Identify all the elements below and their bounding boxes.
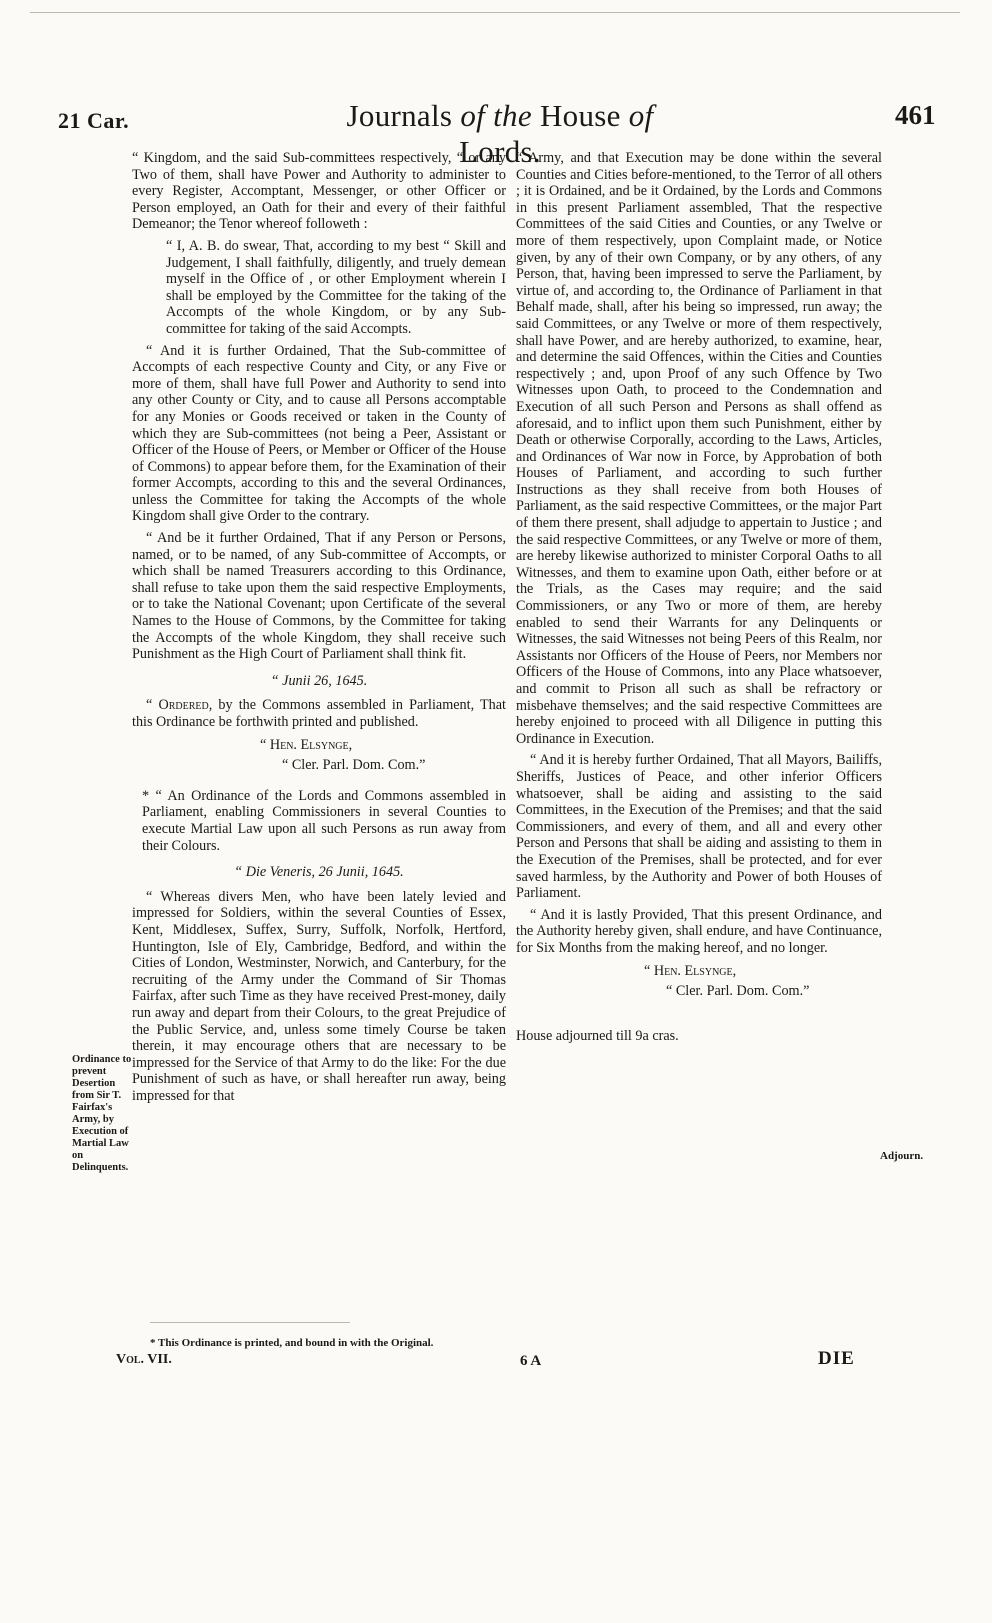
paragraph-refusal: “ And be it further Ordained, That if any Person or Persons, named, or to be named, of any Sub-committee of Accompts, or which shall be named Treasurers according to this Ordinance, shall refuse to take upon them the said respective Employments, or to take the National Covenant; upon Certificate of the several Names to the House of Commons, by the Committee for taking the Accompts of the whole Kingdom, they shall receive such Punishment as the High Court of Parliament shall think fit.	[132, 530, 506, 663]
clerk-name-2: “ Hen. Elsynge,	[644, 962, 737, 979]
paragraph-whereas: “ Whereas divers Men, who have been lately levied and impressed for Soldiers, within the several Counties of Essex, Kent, Middlesex, Suffex, Surry, Suffolk, Norfolk, Hertford, Huntington, Isle of Ely, Cambridge, Bedford, and within the Cities of London, Westminster, Norwich, and Canterbury, for the recruiting of the Army under the Command of Sir Thomas Fairfax, after such Time as they have received Prest-money, daily run away and depart from their Colours, to the great Prejudice of the Public Service, and, unless some timely Course be taken therein, it may encourage others that are necessary to be impressed for the Service of that Army to do the like: For the due Punishment of such as have, or shall hereafter run away, being impressed for that	[132, 888, 506, 1104]
ordered-paragraph: “ Ordered, by the Commons assembled in Parliament, That this Ordinance be forthwith printed and published.	[132, 697, 507, 730]
margin-note-ordinance: Ordinance to prevent Desertion from Sir T. Fairfax's Army, by Execution of Martial Law on Delinquents.	[72, 1054, 132, 1173]
paragraph-oath-intro: “ Kingdom, and the said Sub-committees respectively, “ or any Two of them, shall have Power and Authority to administer to every Register, Accomptant, Messenger, or other Officer or Person employed, an Oath for their and every of their faithful Demeanor; the Tenor whereof followeth :	[132, 150, 506, 233]
clerk-title-2: “ Cler. Parl. Dom. Com.”	[666, 983, 810, 1000]
footnote: * This Ordinance is printed, and bound in with the Original.	[150, 1337, 434, 1349]
paragraph-mayors: “ And it is hereby further Ordained, That all Mayors, Bailiffs, Sheriffs, Justices of Peace, and other inferior Officers whatsoever, shall be aiding and assisting to the said Committees, in the Execution of the Premises; and that the said Commissioners, and every of them, and all and every other Person and Persons that shall be aiding and assisting to them in the Execution of the Premises, shall be protected, and for ever saved harmless, by the Authority and Power of both Houses of Parliament.	[516, 752, 882, 902]
footnote-rule	[150, 1322, 350, 1323]
title-lords: Lords.	[459, 134, 541, 169]
ordered-text: by the Commons assembled in Parliament, That this Ordinance be forthwith printed and published.	[132, 697, 507, 730]
top-rule	[30, 12, 960, 13]
clerk-title-1: “ Cler. Parl. Dom. Com.”	[282, 757, 426, 774]
left-column	[132, 150, 506, 1109]
right-column	[516, 150, 882, 1049]
paragraph-sub-committee: “ And it is further Ordained, That the Sub-committee of Accompts of each respective County and City, or any Five or more of them, shall have full Power and Authority to send into any other County or City, and to cause all Persons accomptable for any Monies or Goods received or taken in the County of which they are Sub-committees (not being a Peer, Assistant or Officer of the House of Peers, or Member or Officer of the House of Commons) to appear before them, for the Examination of their former Accompts, according to this and the several Ordinances, unless the Committee for taking the Accompts of the whole Kingdom shall give Order to the contrary.	[132, 342, 506, 525]
title-of-1: of	[460, 98, 486, 133]
ordered-word: Ordered,	[158, 697, 213, 714]
title-the: the	[493, 98, 532, 133]
page-number: 461	[895, 100, 936, 130]
date-line-1: “ Junii 26, 1645.	[270, 672, 368, 689]
paragraph-army: “ Army, and that Execution may be done within the several Counties and Cities before-mentioned, to the Terror of all others ; it is Ordained, and be it Ordained, by the Lords and Commons in this present Parliament assembled, That the respective Committees of the said Cities and Counties, or any Twelve or more of them respectively, upon Complaint made, or Notice given, by any of their own Company, or by any others, of any Person, that, having been impressed to serve the Parliament, by virtue of, and according to, the Ordinance of Parliament in that Behalf made, shall, after his being so impressed, run away; the said Committees, or any Twelve or more of them respectively, shall have Power, and are hereby authorized, to examine, hear, and determine the said Offences, within the Cities and Counties respectively ; and, upon Proof of any such Offence by Two Witnesses upon Oath, to proceed to the Condemnation and Execution of all such Person and Persons as shall offend as aforesaid, and to inflict upon them such Punishment, either by Death or otherwise Corporally, according to the Laws, Articles, and Ordinances of War now in Force, by Approbation of both Houses of Parliament, and according to such further Instructions as they shall receive from both Houses of Parliament, as the said respective Committees, or the major Part of them there present, shall adjudge to appertain to Justice ; and the said respective Committees, or any Twelve or more of them, are hereby likewise authorized to minister Corporal Oaths to all Witnesses, and them to examine upon Oath, either before or at the Trials, as the Cases may require; and the said Commissioners, or any Two or more of them, are hereby enabled to send their Warrants for any Delinquents or Witnesses, the said Witnesses not being Peers of this Realm, nor Assistants nor Officers of the House of Peers, nor Members nor Officers of the House of Commons, into any Place whatsoever, and commit to Prison all such as shall be refractory or misbehave themselves; and the said respective Committees are hereby enjoined to proceed with all Diligence in putting this Ordinance in Execution.	[516, 150, 882, 747]
ordinance-heading: * “ An Ordinance of the Lords and Commons assembled in Parliament, enabling Commissioners in several Counties to execute Martial Law upon all such Persons as run away from their Colours.	[142, 787, 506, 854]
regnal-year: 21 Car.	[58, 108, 130, 133]
adjournment-line: House adjourned till 9a cras.	[516, 1027, 679, 1044]
margin-note-adjourn: Adjourn.	[880, 1150, 924, 1162]
clerk-name-1: “ Hen. Elsynge,	[260, 736, 353, 753]
title-of-2: of	[628, 98, 654, 133]
title-house: House	[539, 98, 621, 133]
oath-text: “ I, A. B. do swear, That, according to my best “ Skill and Judgement, I shall faithfully, diligently, and truely demean myself in the Office of , or other Employment wherein I shall be employed by the Committee for the taking of the Accompts of the whole Kingdom, or by any Sub-committee for taking of the said Accompts.	[166, 237, 506, 337]
volume-label: Vol. VII.	[116, 1352, 172, 1367]
paragraph-provided: “ And it is lastly Provided, That this present Ordinance, and the Authority hereby given, shall endure, and have Continuance, for Six Months from the making hereof, and no longer.	[516, 906, 882, 956]
catchword: DIE	[818, 1348, 855, 1369]
date-line-2: “ Die Veneris, 26 Junii, 1645.	[234, 864, 404, 881]
signature-mark: 6 A	[520, 1353, 542, 1369]
title-journals: Journals	[346, 98, 453, 133]
